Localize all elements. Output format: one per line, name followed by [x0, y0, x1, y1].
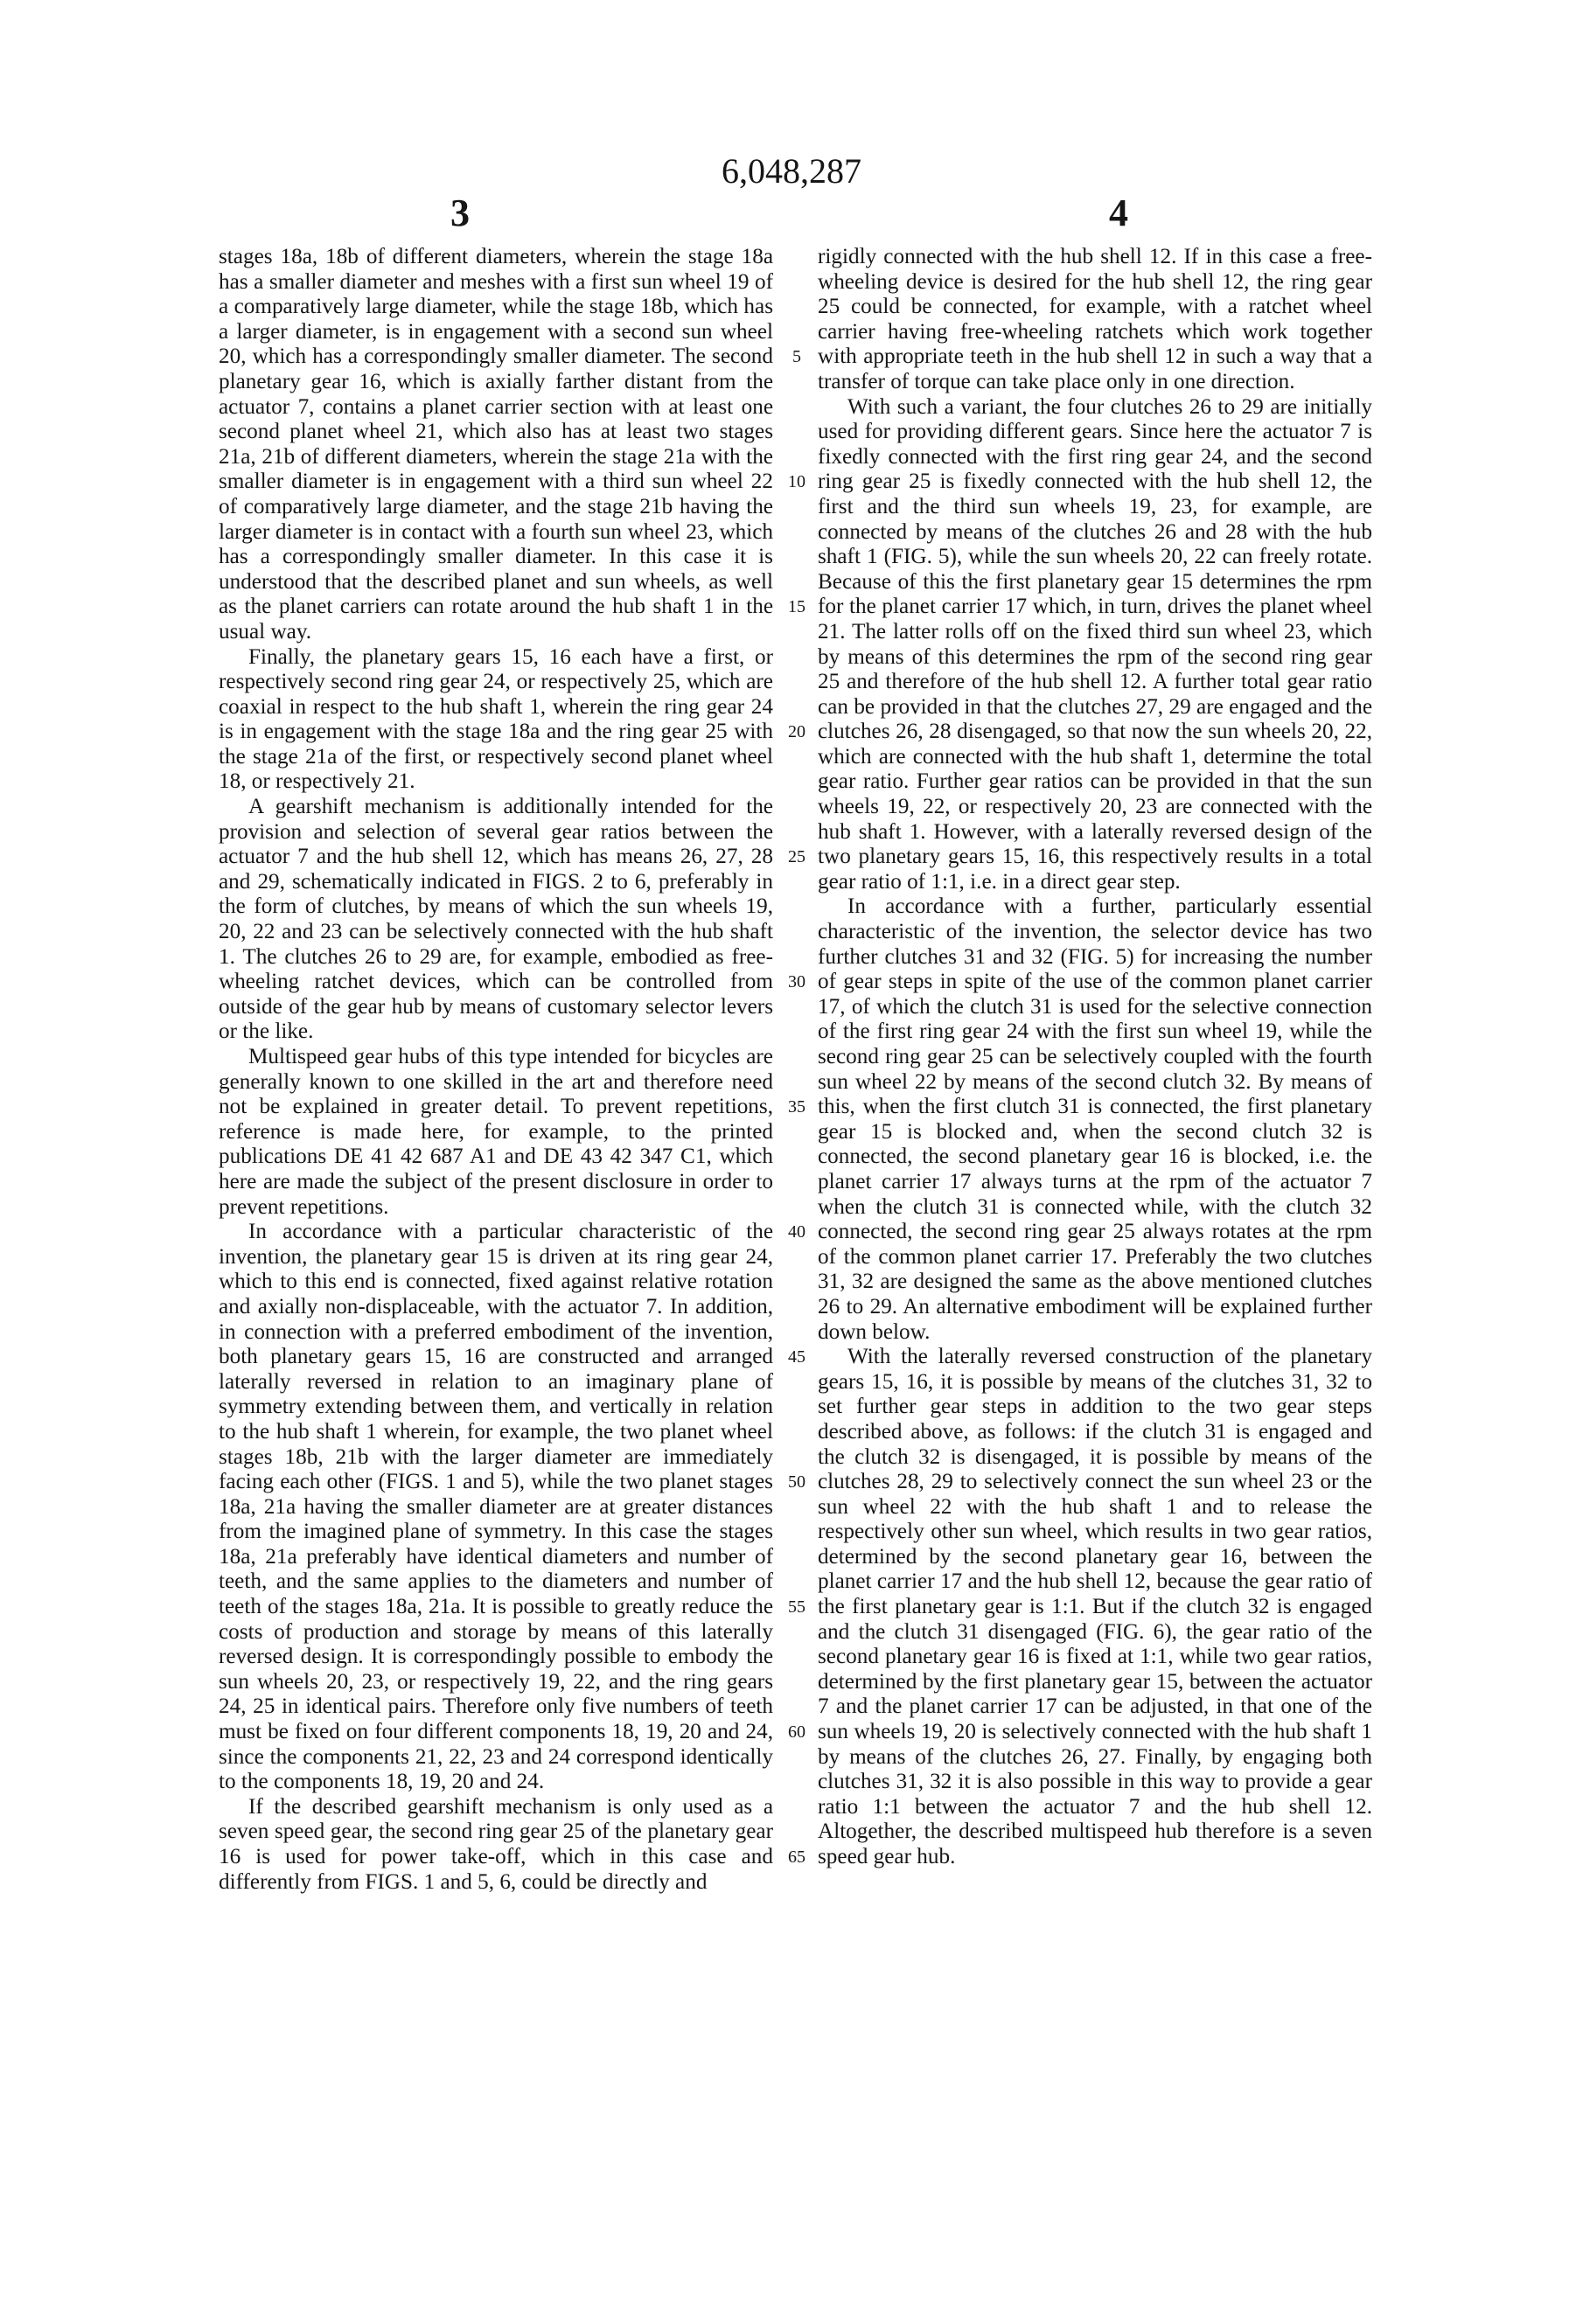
line-number: 20: [788, 722, 805, 741]
line-number: 55: [788, 1597, 805, 1617]
line-number: 60: [788, 1722, 805, 1742]
line-number: 65: [788, 1847, 805, 1867]
left-column: [219, 245, 773, 1895]
right-column: [818, 245, 1372, 1870]
line-number: 30: [788, 972, 805, 992]
line-number: 10: [788, 472, 805, 491]
paragraph: stages 18a, 18b of different diameters, wherein the stage 18a has a smaller diameter and meshes with a first sun wheel 19 of a comparatively large diameter, while the stage 18b, which has a larger diameter, is in engagement with a second sun wheel 20, which has a correspondingly smaller diameter. The second planetary gear 16, which is axially farther distant from the actuator 7, contains a planet carrier section with at least one second planet wheel 21, which also has at least two stages 21a, 21b of different diameters, wherein the stage 21a with the smaller diameter is in engagement with a third sun wheel 22 of comparatively large diameter, and the stage 21b having the larger diameter is in contact with a fourth sun wheel 23, which has a correspondingly smaller diameter. In this case it is understood that the described planet and sun wheels, as well as the planet carriers can rotate around the hub shaft 1 in the usual way.: [219, 245, 773, 644]
paragraph: In accordance with a further, particularly essential characteristic of the invention, the selector device has two further clutches 31 and 32 (FIG. 5) for increasing the number of gear steps in spite of the use of the common planet carrier 17, of which the clutch 31 is used for the selective connection of the first ring gear 24 with the first sun wheel 19, while the second ring gear 25 can be selectively coupled with the fourth sun wheel 22 by means of the second clutch 32. By means of this, when the first clutch 31 is connected, the first planetary gear 15 is blocked and, when the second clutch 32 is connected, the second planetary gear 16 is blocked, i.e. the planet carrier 17 always turns at the rpm of the actuator 7 when the clutch 31 is connected while, with the clutch 32 connected, the second ring gear 25 always rotates at the rpm of the common planet carrier 17. Preferably the two clutches 31, 32 are designed the same as the above mentioned clutches 26 to 29. An alternative embodiment will be explained further down below.: [818, 894, 1372, 1344]
paragraph: Finally, the planetary gears 15, 16 each have a first, or respectively second ring gear 24, or respectively 25, which are coaxial in respect to the hub shaft 1, wherein the ring gear 24 is in engagement with the stage 18a and the ring gear 25 with the stage 21a of the first, or respectively second planet wheel 18, or respectively 21.: [219, 644, 773, 794]
paragraph: rigidly connected with the hub shell 12. If in this case a free-wheeling device is desired for the hub shell 12, the ring gear 25 could be connected, for example, with a ratchet wheel carrier having free-wheeling ratchets which work together with appropriate teeth in the hub shell 12 in such a way that a transfer of torque can take place only in one direction.: [818, 245, 1372, 393]
paragraph: With the laterally reversed construction of the planetary gears 15, 16, it is possible by means of the clutches 31, 32 to set further gear steps in addition to the two gear steps described above, as follows: if the clutch 31 is engaged and the clutch 32 is disengaged, it is possible by means of the clutches 28, 29 to selectively connect the sun wheel 23 or the sun wheel 22 with the hub shaft 1 and to release the respectively other sun wheel, which results in two gear ratios, determined by the second planetary gear 16, between the planet carrier 17 and the hub shell 12, because the gear ratio of the first planetary gear is 1:1. But if the clutch 32 is engaged and the clutch 31 disengaged (FIG. 6), the gear ratio of the second planetary gear 16 is fixed at 1:1, while two gear ratios, determined by the first planetary gear 15, between the actuator 7 and the planet carrier 17 can be adjusted, in that one of the sun wheels 19, 20 is selectively connected with the hub shaft 1 by means of the clutches 26, 27. Finally, by engaging both clutches 31, 32 it is also possible in this way to provide a gear ratio 1:1 between the actuator 7 and the hub shell 12. Altogether, the described multispeed hub therefore is a seven speed gear hub.: [818, 1345, 1372, 1868]
paragraph: With such a variant, the four clutches 26 to 29 are initially used for providing different gears. Since here the actuator 7 is fixedly connected with the first ring gear 24, and the second ring gear 25 is fixedly connected with the hub shell 12, the first and the third sun wheels 19, 23, for example, are connected by means of the clutches 26 and 28 with the hub shaft 1 (FIG. 5), while the sun wheels 20, 22 can freely rotate. Because of this the first planetary gear 15 determines the rpm for the planet carrier 17 which, in turn, drives the planet wheel 21. The latter rolls off on the fixed third sun wheel 23, which by means of this determines the rpm of the second ring gear 25 and therefore of the hub shell 12. A further total gear ratio can be provided in that the clutches 27, 29 are engaged and the clutches 26, 28 disengaged, so that now the sun wheels 20, 22, which are connected with the hub shaft 1, determine the total gear ratio. Further gear ratios can be provided in that the sun wheels 19, 22, or respectively 20, 23 are connected with the hub shaft 1. However, with a laterally reversed design of the two planetary gears 15, 16, this respectively results in a total gear ratio of 1:1, i.e. in a direct gear step.: [818, 394, 1372, 894]
column-number-right: 4: [1109, 191, 1128, 234]
paragraph: A gearshift mechanism is additionally intended for the provision and selection of several gear ratios between the actuator 7 and the hub shell 12, which has means 26, 27, 28 and 29, schematically indicated in FIGS. 2 to 6, preferably in the form of clutches, by means of which the sun wheels 19, 20, 22 and 23 can be selectively connected with the hub shaft 1. The clutches 26 to 29 are, for example, embodied as free-wheeling ratchet devices, which can be controlled from outside of the gear hub by means of customary selector levers or the like.: [219, 795, 773, 1044]
line-number: 35: [788, 1097, 805, 1117]
page-number: 6,048,287: [722, 151, 861, 191]
line-number: 25: [788, 847, 805, 866]
line-number: 50: [788, 1472, 805, 1492]
paragraph: In accordance with a particular characteristic of the invention, the planetary gear 15 is driven at its ring gear 24, which to this end is connected, fixed against relative rotation and axially non-displaceable, with the actuator 7. In addition, in connection with a preferred embodiment of the invention, both planetary gears 15, 16 are constructed and arranged laterally reversed in relation to an imaginary plane of symmetry extending between them, and vertically in relation to the hub shaft 1 wherein, for example, the two planet wheel stages 18b, 21b with the larger diameter are immediately facing each other (FIGS. 1 and 5), while the two planet stages 18a, 21a having the smaller diameter are at greater distances from the imagined plane of symmetry. In this case the stages 18a, 21a preferably have identical diameters and number of teeth, and the same applies to the diameters and number of teeth of the stages 18a, 21a. It is possible to greatly reduce the costs of production and storage by means of this laterally reversed design. It is correspondingly possible to embody the sun wheels 20, 23, or respectively 19, 22, and the ring gears 24, 25 in identical pairs. Therefore only five numbers of teeth must be fixed on four different components 18, 19, 20 and 24, since the components 21, 22, 23 and 24 correspond identically to the components 18, 19, 20 and 24.: [219, 1220, 773, 1794]
column-number-left: 3: [450, 191, 470, 234]
line-number: 40: [788, 1222, 805, 1242]
line-number: 15: [788, 597, 805, 616]
line-number: 5: [792, 347, 801, 366]
paragraph: If the described gearshift mechanism is only used as a seven speed gear, the second ring gear 25 of the planetary gear 16 is used for power take-off, which in this case and differently from FIGS. 1 and 5, 6, could be directly and: [219, 1794, 773, 1894]
paragraph: Multispeed gear hubs of this type intended for bicycles are generally known to one skilled in the art and therefore need not be explained in greater detail. To prevent repetitions, reference is made here, for example, to the printed publications DE 41 42 687 A1 and DE 43 42 347 C1, which here are made the subject of the present disclosure in order to prevent repetitions.: [219, 1045, 773, 1219]
line-number: 45: [788, 1347, 805, 1367]
